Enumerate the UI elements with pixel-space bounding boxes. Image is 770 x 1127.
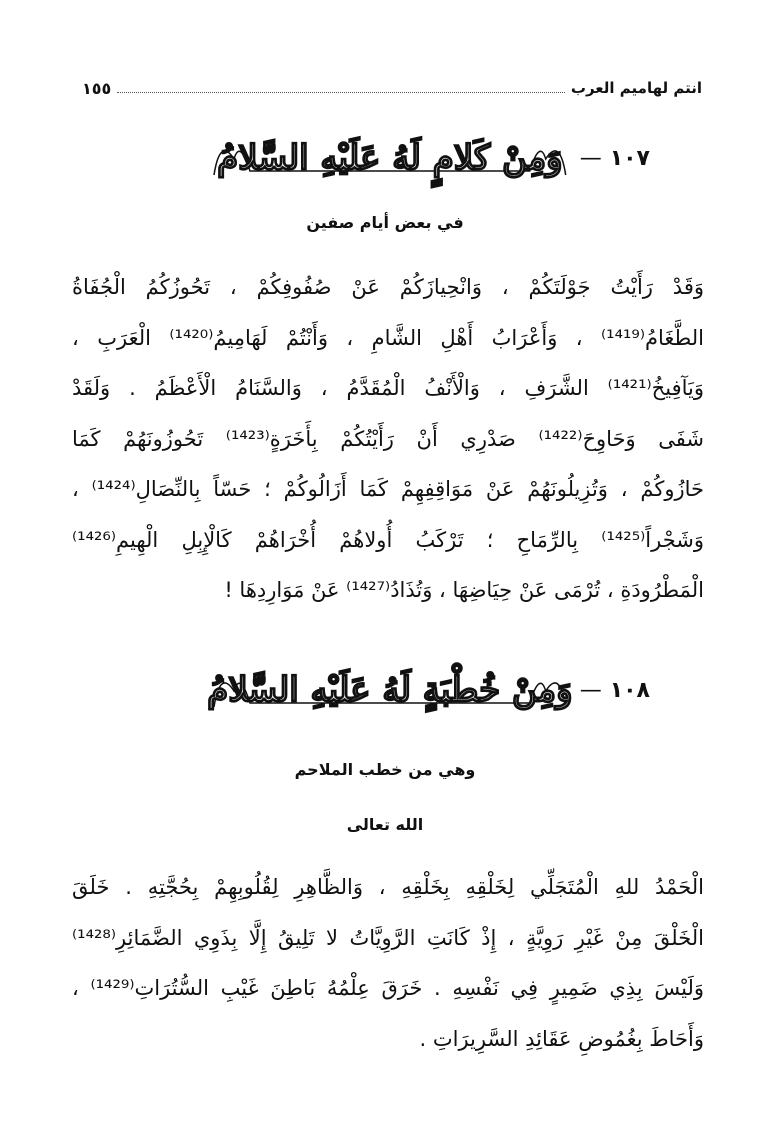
text-line: الْحَمْدُ للهِ الْمُتَجَلِّي لِخَلْقِهِ بِخَلْقِهِ ، وَالظَّاهِرِ لِقُلُوبِهِمْ بِحُجَّتِهِ . خَلَقَ xyxy=(72,875,704,899)
text-line: الْخَلْقَ مِنْ غَيْرِ رَوِيَّةٍ ، إِذْ كَانَتِ الرَّوِيَّاتُ لا تَلِيقُ إِلَّا بِذَوِي الضَّمَائِرِ⁽¹⁴²⁸⁾ xyxy=(72,925,704,950)
calligraphy-title xyxy=(210,131,570,185)
page-number: ١٥٥ xyxy=(82,78,112,98)
leader-dots xyxy=(117,92,565,93)
text-line: الطَّغَامُ⁽¹⁴¹⁹⁾ ، وَأَعْرَابُ أَهْلِ الشَّامِ ، وَأَنْتُمْ لَهَامِيمُ⁽¹⁴²⁰⁾ الْعَرَبِ ، xyxy=(72,325,704,350)
text-line: وَشَجْراً⁽¹⁴²⁵⁾ بِالرِّمَاحِ ؛ تَرْكَبُ أُولاهُمْ أُخْرَاهُمْ كَالْإِبِلِ الْهِيمِ⁽¹⁴²⁶⁾ xyxy=(72,527,704,552)
calligraphy-text: وَمِنْ خُطْبَةٍ لَهُ عَلَيْهِ السَّلامُ xyxy=(207,670,573,710)
text-line: وَيَآفِيخُ⁽¹⁴²¹⁾ الشَّرَفِ ، وَالْأَنْفُ الْمُقَدَّمُ ، وَالسَّنَامُ الْأَعْظَمُ . وَلَقَدْ xyxy=(72,376,704,400)
section-subtitle: وهي من خطب الملاحم xyxy=(294,760,476,779)
text-line: شَفَى وَحَاوِحَ⁽¹⁴²²⁾ صَدْرِي أَنْ رَأَيْتُكُمْ بِأَخَرَةٍ⁽¹⁴²³⁾ تَحُوزُونَهُمْ كَمَا xyxy=(72,426,704,451)
text-line: وَلَيْسَ بِذِي ضَمِيرٍ فِي نَفْسِهِ . خَرَقَ عِلْمُهُ بَاطِنَ غَيْبِ السُّتُرَاتِ⁽¹⁴²⁹⁾ ، xyxy=(72,976,704,1000)
running-header xyxy=(82,76,702,100)
text-line: الْمَطْرُودَةِ ، تُرْمَى عَنْ حِيَاضِهَا ، وَتُذَادُ⁽¹⁴²⁷⁾ عَنْ مَوَارِدِهَا ! xyxy=(224,578,704,602)
text-line: وَقَدْ رَأَيْتُ جَوْلَتَكُمْ ، وَانْحِيازَكُمْ عَنْ صُفُوفِكُمْ ، تَحُوزُكُمُ الْجُفَاةُ xyxy=(72,275,704,299)
section-subtitle: في بعض أيام صفين xyxy=(306,213,464,232)
section-dash: — xyxy=(579,145,602,171)
section-107-body xyxy=(72,262,704,616)
section-subtitle: الله تعالى xyxy=(346,815,424,834)
text-line: حَازُوكُمْ ، وَتُزِيلُونَهُمْ عَنْ مَوَاقِفِهِمْ كَمَا أَزَالُوكُمْ ؛ حَسّاً بِالنِّصَالِ⁽¹⁴²⁴⁾ ، xyxy=(72,477,704,501)
calligraphy-text: وَمِنْ كَلامٍ لَهُ عَلَيْهِ السَّلامُ xyxy=(217,138,563,178)
text-line: وَأَحَاطَ بِغُمُوضِ عَقَائِدِ السَّرِيرَاتِ . xyxy=(419,1026,704,1051)
running-title: انتم لهاميم العرب xyxy=(570,79,702,97)
calligraphy-title xyxy=(207,663,573,717)
section-dash: — xyxy=(579,677,602,703)
section-number: ١٠٧ xyxy=(609,145,650,171)
section-108-body xyxy=(72,862,704,1064)
section-107-heading xyxy=(210,128,650,188)
section-108-heading xyxy=(207,660,650,720)
section-number: ١٠٨ xyxy=(609,677,650,703)
